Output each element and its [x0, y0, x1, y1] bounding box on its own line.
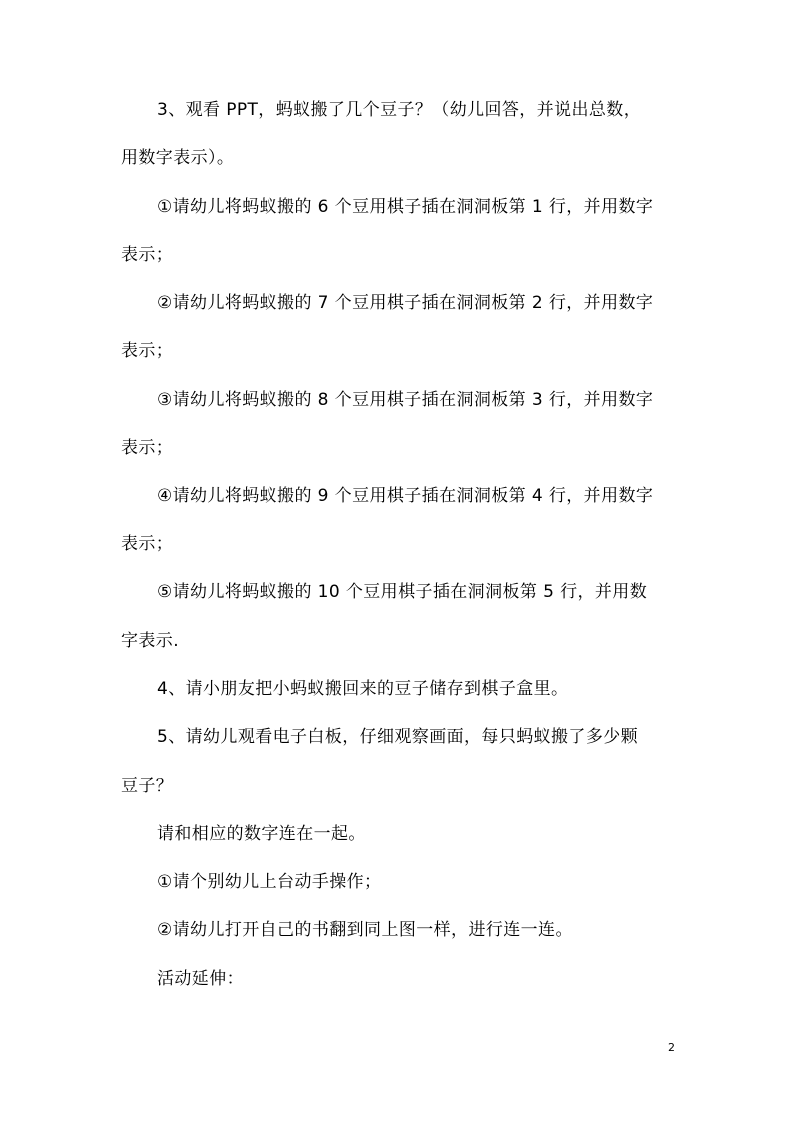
paragraph-5-line-1: 5、请幼儿观看电子白板，仔细观察画面，每只蚂蚁搬了多少颗 [157, 727, 639, 747]
paragraph-3-line-2: 用数字表示）。 [121, 148, 235, 168]
activity-extension-heading: 活动延伸： [157, 969, 244, 989]
step-3-line-1: ③请幼儿将蚂蚁搬的 8 个豆用棋子插在洞洞板第 3 行，并用数字 [157, 390, 654, 410]
substep-2: ②请幼儿打开自己的书翻到同上图一样，进行连一连。 [157, 920, 573, 940]
paragraph-3-line-1: 3、观看 PPT，蚂蚁搬了几个豆子？（幼儿回答，并说出总数， [157, 100, 642, 120]
step-2-line-2: 表示； [121, 341, 174, 361]
step-4-line-2: 表示； [121, 534, 174, 554]
paragraph-5-line-2: 豆子？ [121, 776, 174, 796]
step-4-line-1: ④请幼儿将蚂蚁搬的 9 个豆用棋子插在洞洞板第 4 行，并用数字 [157, 486, 654, 506]
page-number: 2 [668, 1041, 675, 1054]
step-2-line-1: ②请幼儿将蚂蚁搬的 7 个豆用棋子插在洞洞板第 2 行，并用数字 [157, 293, 654, 313]
paragraph-4: 4、请小朋友把小蚂蚁搬回来的豆子储存到棋子盒里。 [157, 679, 569, 699]
step-1-line-2: 表示； [121, 245, 174, 265]
substep-1: ①请个别幼儿上台动手操作； [157, 872, 382, 892]
step-3-line-2: 表示； [121, 438, 174, 458]
step-1-line-1: ①请幼儿将蚂蚁搬的 6 个豆用棋子插在洞洞板第 1 行，并用数字 [157, 197, 654, 217]
connect-instruction: 请和相应的数字连在一起。 [157, 824, 366, 844]
step-5-line-2: 字表示. [121, 631, 180, 651]
step-5-line-1: ⑤请幼儿将蚂蚁搬的 10 个豆用棋子插在洞洞板第 5 行，并用数 [157, 582, 648, 602]
